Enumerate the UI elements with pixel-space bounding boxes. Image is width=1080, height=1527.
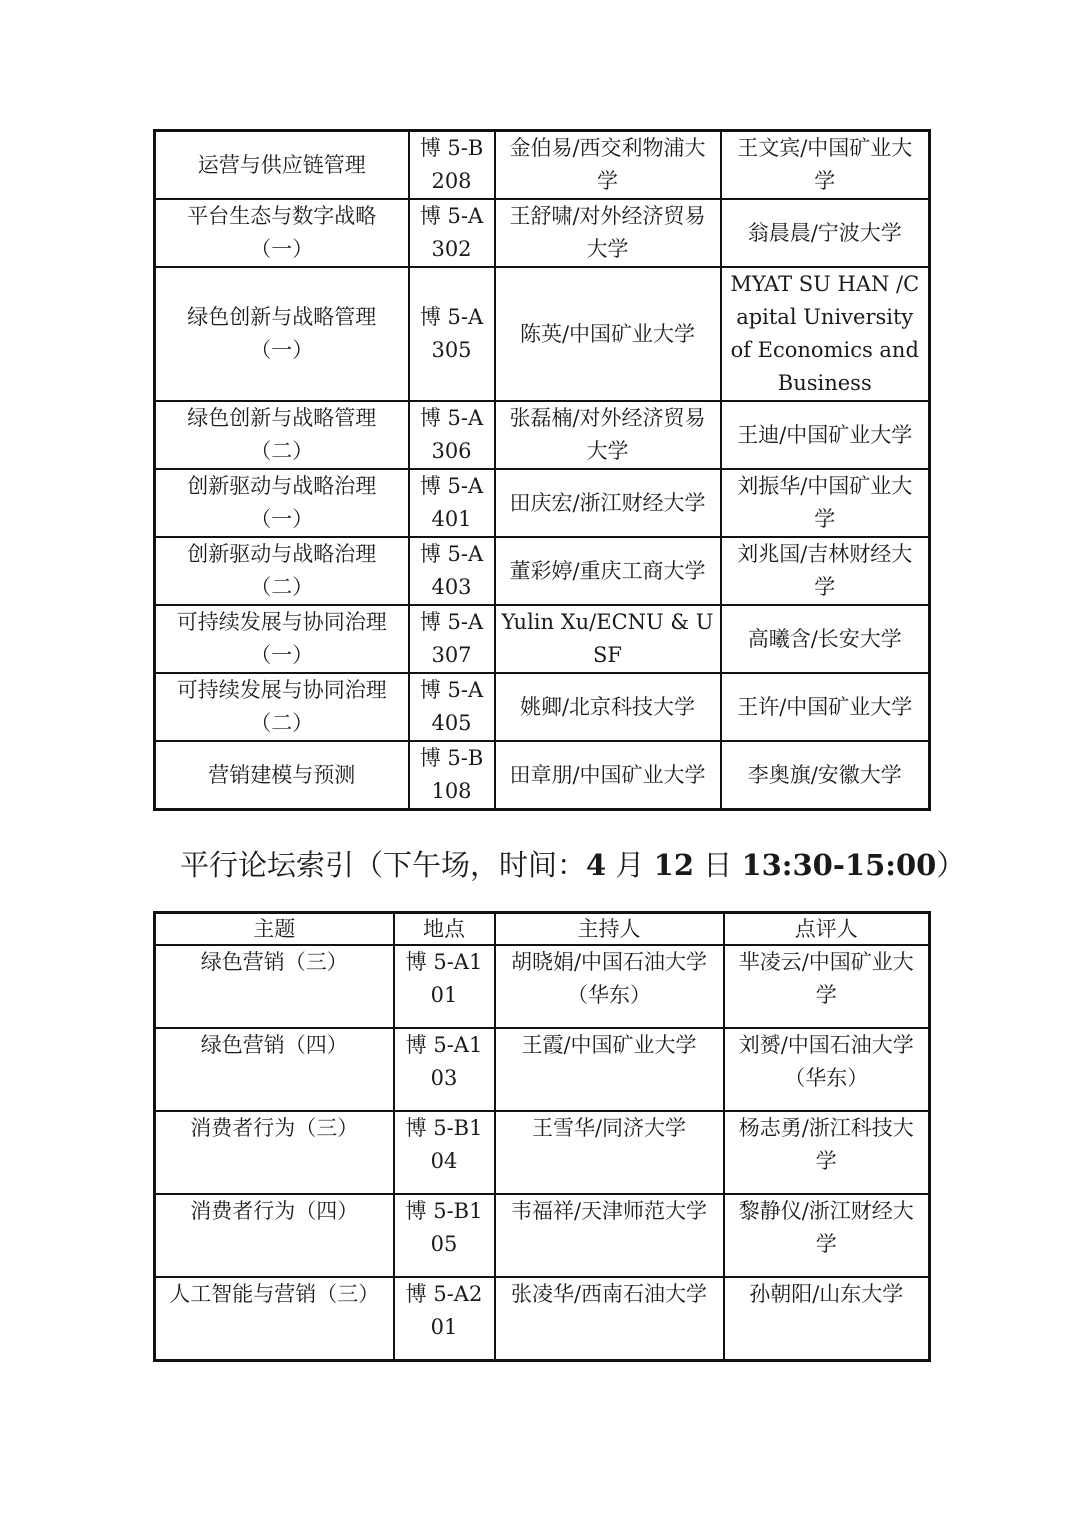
table-row	[155, 1277, 930, 1361]
forum-reviewer: 李奥旗/安徽大学	[721, 741, 930, 810]
forum-reviewer: 刘兆国/吉林财经大学	[721, 537, 930, 605]
forum-room: 博 5-A201	[394, 1277, 495, 1361]
section-title-time: 13:30-15:00	[741, 848, 937, 882]
table-row	[155, 537, 930, 605]
forum-topic: 消费者行为（四）	[155, 1194, 394, 1277]
section-title-day-number: 12	[653, 848, 694, 882]
forum-room: 博 5-A101	[394, 945, 495, 1028]
forum-topic: 平台生态与数字战略（一）	[155, 199, 409, 267]
forum-room: 博 5-A403	[409, 537, 495, 605]
forum-host: 韦福祥/天津师范大学	[495, 1194, 724, 1277]
morning-forum-table	[153, 129, 931, 811]
forum-host: 张凌华/西南石油大学	[495, 1277, 724, 1361]
header-topic: 主题	[155, 913, 394, 946]
forum-room: 博 5-A103	[394, 1028, 495, 1111]
forum-reviewer: 刘振华/中国矿业大学	[721, 469, 930, 537]
forum-host: 田庆宏/浙江财经大学	[495, 469, 721, 537]
forum-room: 博 5-A307	[409, 605, 495, 673]
forum-room: 博 5-A305	[409, 267, 495, 401]
header-host: 主持人	[495, 913, 724, 946]
forum-reviewer: 高曦含/长安大学	[721, 605, 930, 673]
forum-reviewer: 芈凌云/中国矿业大学	[724, 945, 930, 1028]
forum-topic: 可持续发展与协同治理（二）	[155, 673, 409, 741]
forum-reviewer: 王许/中国矿业大学	[721, 673, 930, 741]
forum-reviewer: 王文宾/中国矿业大学	[721, 131, 930, 200]
forum-host: 王雪华/同济大学	[495, 1111, 724, 1194]
header-room: 地点	[394, 913, 495, 946]
table-row	[155, 267, 930, 401]
table-row	[155, 673, 930, 741]
forum-host: 董彩婷/重庆工商大学	[495, 537, 721, 605]
forum-topic: 营销建模与预测	[155, 741, 409, 810]
forum-reviewer: MYAT SU HAN /Capital University of Economics and Business	[721, 267, 930, 401]
forum-host: 陈英/中国矿业大学	[495, 267, 721, 401]
forum-room: 博 5-B208	[409, 131, 495, 200]
section-title-day: 日	[694, 848, 742, 882]
table-row	[155, 945, 930, 1028]
table-header-row	[155, 913, 930, 946]
forum-room: 博 5-A306	[409, 401, 495, 469]
table-row	[155, 1111, 930, 1194]
forum-host: Yulin Xu/ECNU & USF	[495, 605, 721, 673]
forum-room: 博 5-B108	[409, 741, 495, 810]
forum-reviewer: 翁晨晨/宁波大学	[721, 199, 930, 267]
forum-topic: 创新驱动与战略治理（一）	[155, 469, 409, 537]
header-reviewer: 点评人	[724, 913, 930, 946]
table-row	[155, 605, 930, 673]
forum-host: 田章朋/中国矿业大学	[495, 741, 721, 810]
section-title-suffix: ）	[936, 848, 966, 882]
forum-reviewer: 黎静仪/浙江财经大学	[724, 1194, 930, 1277]
forum-topic: 运营与供应链管理	[155, 131, 409, 200]
forum-reviewer: 杨志勇/浙江科技大学	[724, 1111, 930, 1194]
forum-topic: 人工智能与营销（三）	[155, 1277, 394, 1361]
forum-topic: 绿色创新与战略管理（一）	[155, 267, 409, 401]
table-row	[155, 199, 930, 267]
table-row	[155, 469, 930, 537]
forum-host: 金伯易/西交利物浦大学	[495, 131, 721, 200]
forum-topic: 绿色营销（四）	[155, 1028, 394, 1111]
forum-room: 博 5-A405	[409, 673, 495, 741]
section-title-prefix: 平行论坛索引（下午场，时间：	[180, 848, 587, 882]
forum-host: 胡晓娟/中国石油大学（华东）	[495, 945, 724, 1028]
forum-room: 博 5-B105	[394, 1194, 495, 1277]
table-row	[155, 131, 930, 200]
forum-topic: 绿色创新与战略管理（二）	[155, 401, 409, 469]
forum-host: 张磊楠/对外经济贸易大学	[495, 401, 721, 469]
forum-host: 姚卿/北京科技大学	[495, 673, 721, 741]
forum-reviewer: 王迪/中国矿业大学	[721, 401, 930, 469]
afternoon-forum-table	[153, 911, 931, 1362]
forum-host: 王霞/中国矿业大学	[495, 1028, 724, 1111]
table-row	[155, 741, 930, 810]
table-row	[155, 1194, 930, 1277]
forum-room: 博 5-A302	[409, 199, 495, 267]
forum-room: 博 5-B104	[394, 1111, 495, 1194]
table-row	[155, 401, 930, 469]
forum-topic: 可持续发展与协同治理（一）	[155, 605, 409, 673]
forum-topic: 绿色营销（三）	[155, 945, 394, 1028]
forum-reviewer: 孙朝阳/山东大学	[724, 1277, 930, 1361]
forum-reviewer: 刘赟/中国石油大学（华东）	[724, 1028, 930, 1111]
forum-topic: 创新驱动与战略治理（二）	[155, 537, 409, 605]
forum-topic: 消费者行为（三）	[155, 1111, 394, 1194]
forum-host: 王舒啸/对外经济贸易大学	[495, 199, 721, 267]
section-title-month: 月	[606, 848, 654, 882]
section-title-month-number: 4	[586, 848, 607, 882]
table-row	[155, 1028, 930, 1111]
section-title	[180, 843, 965, 887]
forum-room: 博 5-A401	[409, 469, 495, 537]
